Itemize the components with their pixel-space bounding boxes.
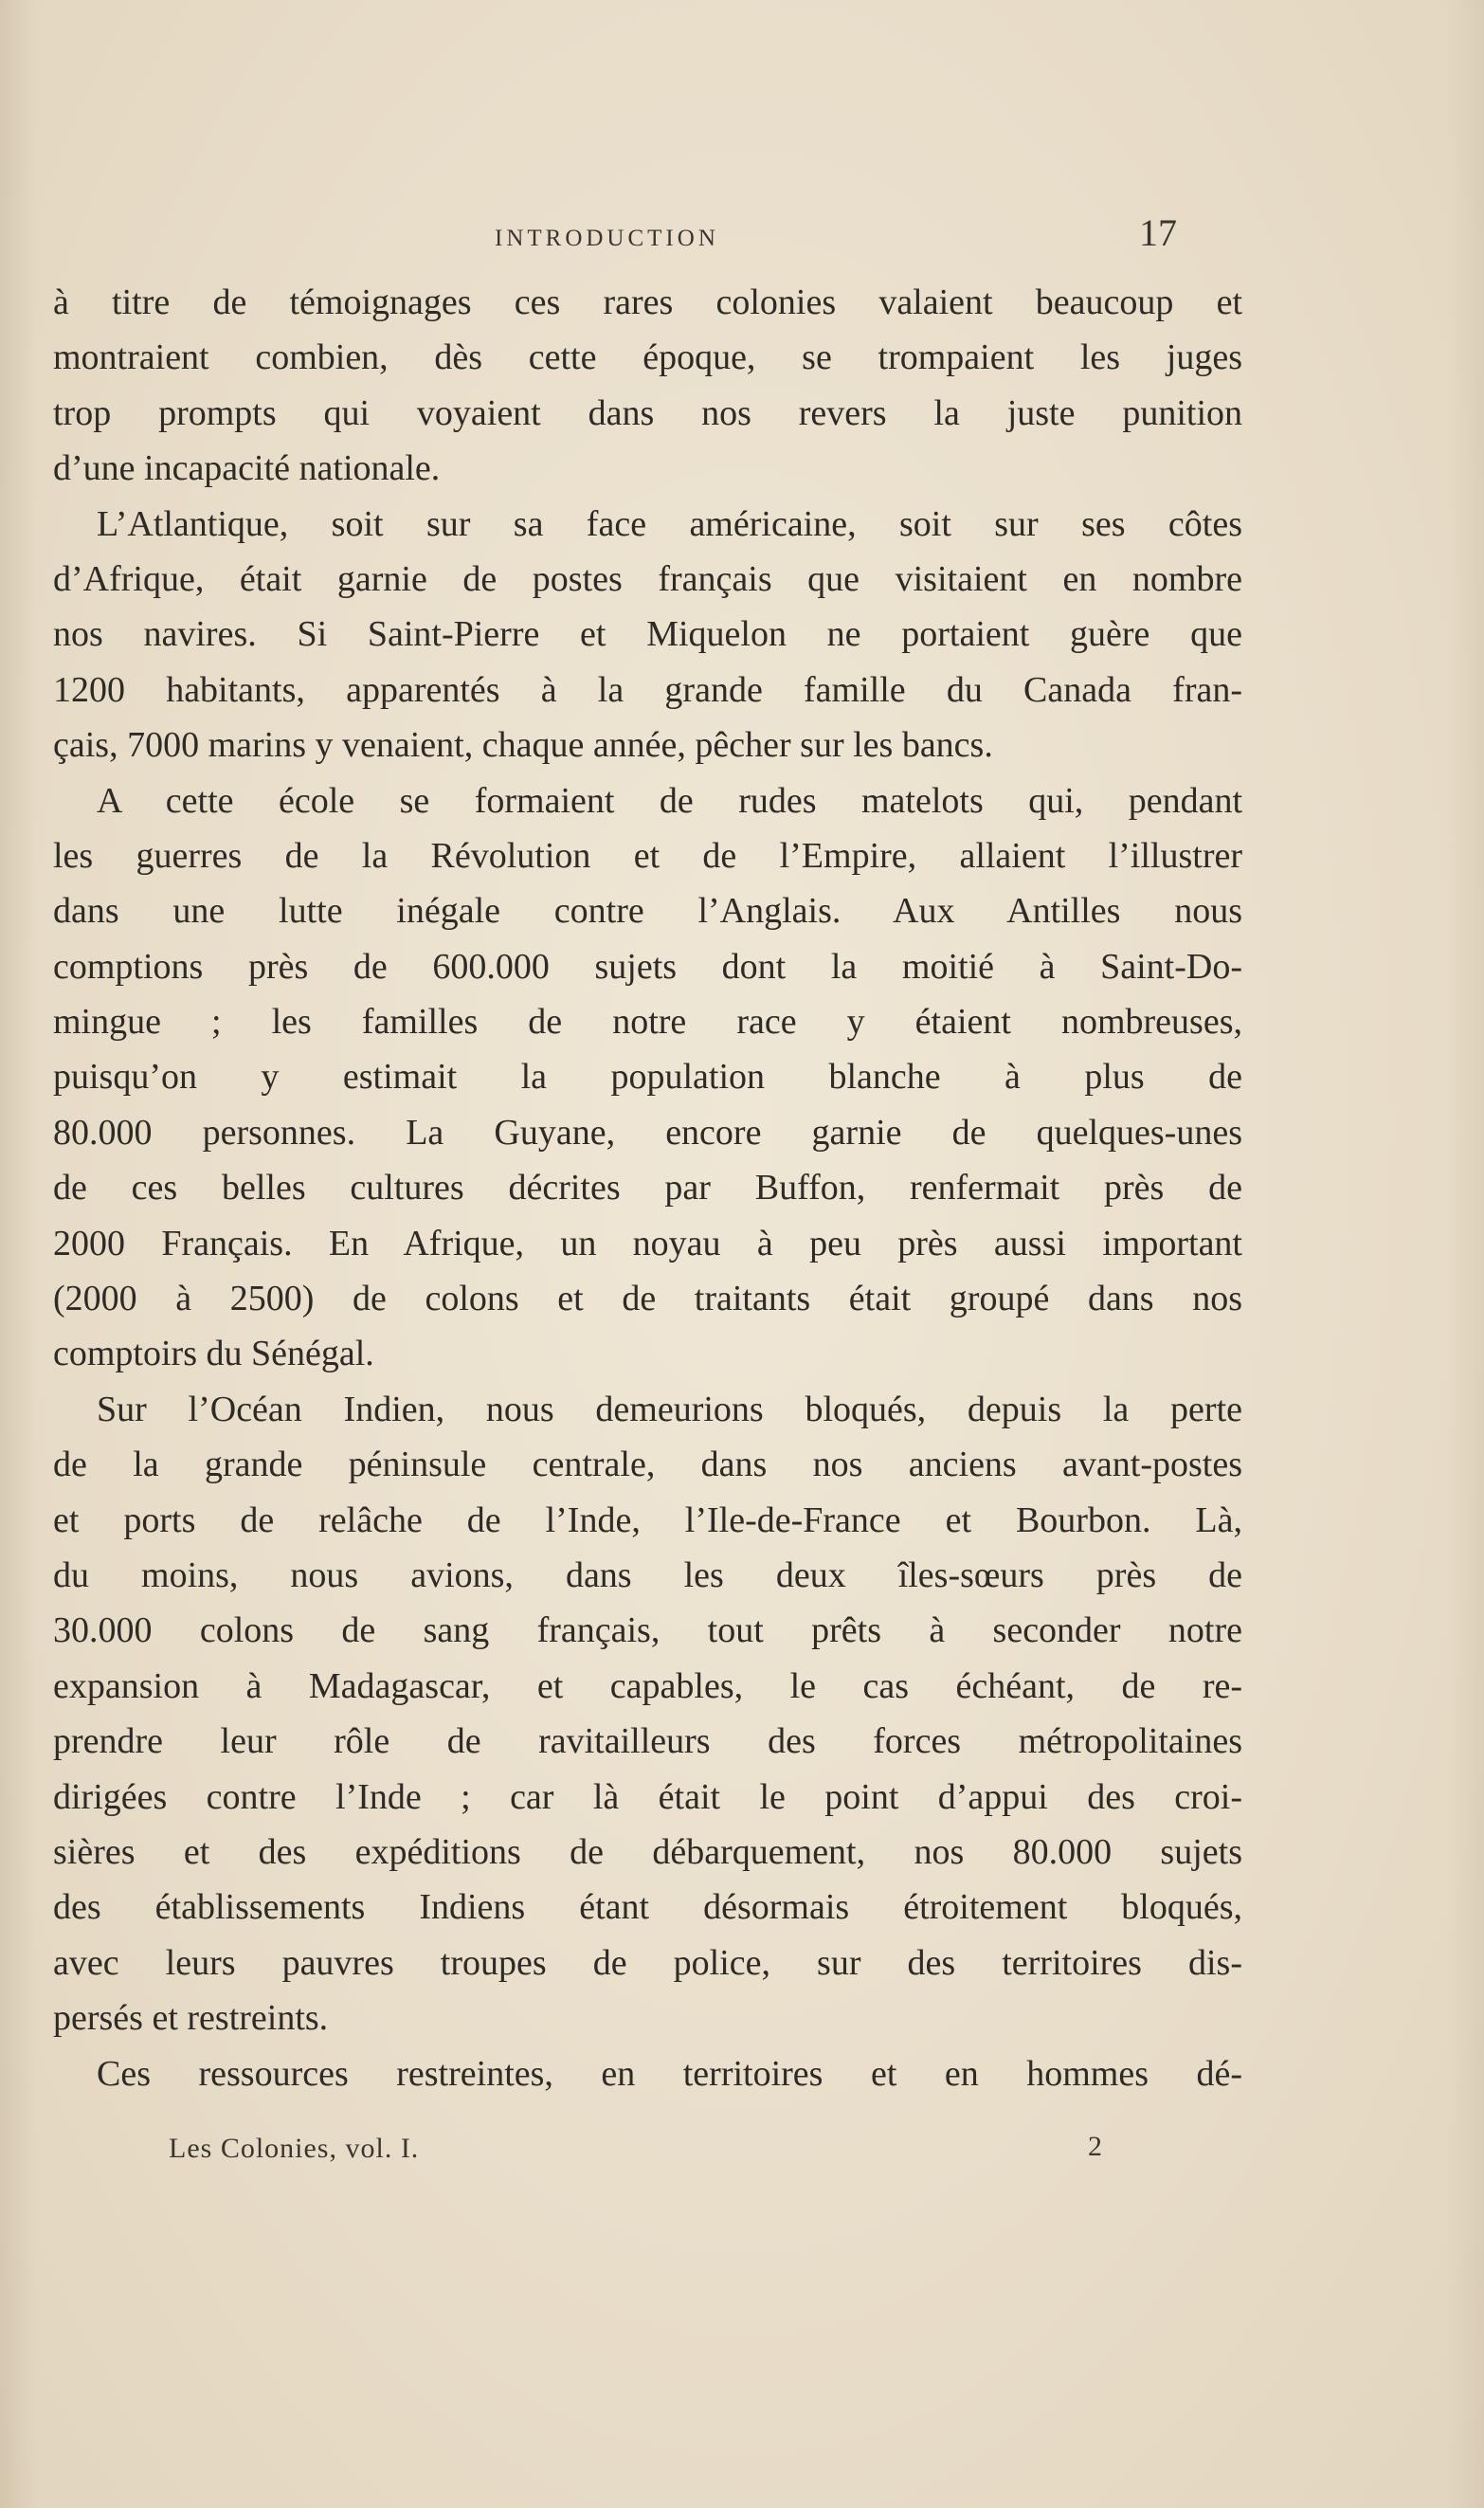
- signature-mark: 2: [1088, 2131, 1102, 2162]
- text-line: nos navires. Si Saint-Pierre et Miquelon ne portaient guère que: [53, 614, 1242, 655]
- text-line: (2000 à 2500) de colons et de traitants était groupé dans nos: [53, 1279, 1242, 1319]
- paragraph: [53, 497, 1242, 773]
- text-line: 2000 Français. En Afrique, un noyau à peu près aussi important: [53, 1223, 1242, 1263]
- paragraph: [53, 773, 1242, 1382]
- text-line: expansion à Madagascar, et capables, le cas échéant, de re-: [53, 1665, 1242, 1706]
- text-line: A cette école se formaient de rudes matelots qui, pendant: [97, 780, 1242, 821]
- footer-title: Les Colonies, vol. I.: [169, 2133, 420, 2164]
- text-line: des établissements Indiens étant désormais étroitement bloqués,: [53, 1887, 1242, 1928]
- body-text: [53, 275, 1242, 2101]
- text-line: sières et des expéditions de débarquement, nos 80.000 sujets: [53, 1831, 1242, 1872]
- text-line: çais, 7000 marins y venaient, chaque année, pêcher sur les bancs.: [53, 725, 993, 766]
- paragraph: [53, 1382, 1242, 2046]
- text-line: d’une incapacité nationale.: [53, 448, 441, 489]
- running-head: [0, 211, 1484, 256]
- text-line: persés et restreints.: [53, 1998, 329, 2039]
- text-line: dans une lutte inégale contre l’Anglais. Aux Antilles nous: [53, 891, 1242, 932]
- text-line: d’Afrique, était garnie de postes français que visitaient en nombre: [53, 558, 1242, 599]
- text-line: puisqu’on y estimait la population blanche à plus de: [53, 1057, 1242, 1098]
- text-line: de ces belles cultures décrites par Buffon, renfermait près de: [53, 1168, 1242, 1209]
- text-line: montraient combien, dès cette époque, se trompaient les juges: [53, 337, 1242, 378]
- text-line: 1200 habitants, apparentés à la grande famille du Canada fran-: [53, 669, 1242, 710]
- text-line: avec leurs pauvres troupes de police, sur des territoires dis-: [53, 1942, 1242, 1983]
- text-line: 30.000 colons de sang français, tout prêts à seconder notre: [53, 1610, 1242, 1651]
- text-line: du moins, nous avions, dans les deux îles-sœurs près de: [53, 1554, 1242, 1595]
- text-line: Ces ressources restreintes, en territoires et en hommes dé-: [97, 2053, 1242, 2094]
- running-title: INTRODUCTION: [495, 226, 719, 251]
- paragraph: [53, 2046, 1242, 2101]
- text-line: à titre de témoignages ces rares colonies valaient beaucoup et: [53, 282, 1242, 322]
- text-line: et ports de relâche de l’Inde, l’Ile-de-France et Bourbon. Là,: [53, 1499, 1242, 1540]
- text-line: prendre leur rôle de ravitailleurs des forces métropolitaines: [53, 1721, 1242, 1762]
- text-line: trop prompts qui voyaient dans nos revers la juste punition: [53, 392, 1242, 433]
- text-line: Sur l’Océan Indien, nous demeurions bloqués, depuis la perte: [97, 1389, 1242, 1429]
- text-line: comptions près de 600.000 sujets dont la moitié à Saint-Do-: [53, 946, 1242, 987]
- text-line: dirigées contre l’Inde ; car là était le point d’appui des croi-: [53, 1776, 1242, 1817]
- text-line: comptoirs du Sénégal.: [53, 1334, 374, 1374]
- page-footer: [0, 2133, 1484, 2180]
- page-number: 17: [1139, 211, 1177, 254]
- text-line: 80.000 personnes. La Guyane, encore garnie de quelques-unes: [53, 1112, 1242, 1153]
- text-line: de la grande péninsule centrale, dans nos anciens avant-postes: [53, 1445, 1242, 1485]
- text-line: mingue ; les familles de notre race y étaient nombreuses,: [53, 1002, 1242, 1043]
- paragraph: [53, 275, 1242, 497]
- text-line: L’Atlantique, soit sur sa face américaine, soit sur ses côtes: [97, 503, 1242, 544]
- text-line: les guerres de la Révolution et de l’Empire, allaient l’illustrer: [53, 835, 1242, 876]
